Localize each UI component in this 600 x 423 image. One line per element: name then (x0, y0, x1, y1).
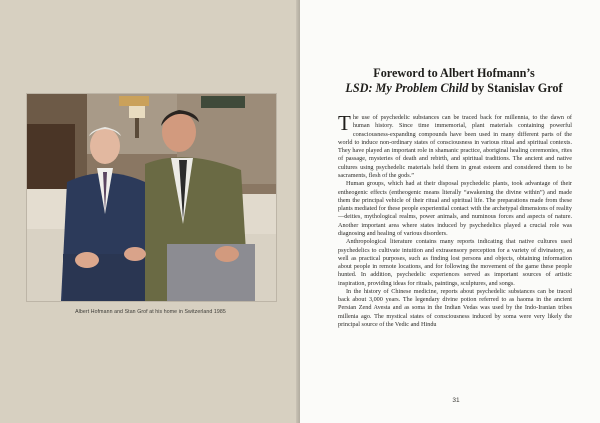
body-text (338, 111, 572, 329)
photo-illustration (27, 94, 276, 301)
paragraph-1 (338, 111, 572, 180)
title-line-1: Foreword to Albert Hofmann’s (373, 66, 535, 80)
photo-caption: Albert Hofmann and Stan Grof at his home in Switzerland 1985 (75, 309, 226, 315)
paragraph-4: In the history of Chinese medicine, reports about psychedelic substances can be traced back about 3,000 years. The legendary divine potion referred to as haoma in the ancient Persian Zend Avesta and as soma in the Indian Vedas was used by the Indo-Iranian tribes millenia ago. The mystical states of consciousness induced by soma were very likely the principal source of the Vedic and Hindu (338, 287, 572, 329)
chapter-title (336, 66, 572, 96)
paragraph-2: Human groups, which had at their disposal psychedelic plants, took advantage of their entheogenic effects (entheogenic means literally “awakening the divine within”) and made them the principal vehicle of their ritual and spiritual life. The preparations made from these plants mediated for these people experiential contact with the archetypal dimensions of reality—deities, mythological realms, power animals, and numinous forces and aspects of nature. Another important area where states induced by psychedelics played a crucial role was diagnosing and healing of various disorders. (338, 180, 572, 237)
drop-cap: T (338, 111, 351, 135)
author-byline: by Stanislav Grof (468, 81, 563, 95)
paragraph-3: Anthropological literature contains many reports indicating that native cultures used psychedelics to cultivate intuition and extrasensory perception for a variety of divinatory, as well as practical purposes, such as finding lost persons and objects, obtaining information about people in remote locations, and for following the movement of the game these people hunted. In addition, psychedelic experiences served as important sources of artistic inspiration, providing ideas for rituals, paintings, sculptures, and songs. (338, 238, 572, 287)
paragraph-1-text: he use of psychedelic substances can be traced back for millennia, to the dawn of human history. Since time immemorial, plant materials containing powerful consciousness-expanding compounds have been used in many different parts of the world to induce non-ordinary states of consciousness in various ritual and spiritual contexts. They have played an important role in shamanic practice, aboriginal healing ceremonies, rites of passage, mysteries of death and rebirth, and spiritual traditions. The ancient and native cultures using psychedelic materials held them in great esteem and considered them to be sacraments, flesh of the gods.” (338, 114, 572, 179)
page-number: 31 (452, 397, 460, 404)
title-line-2 (336, 81, 572, 96)
book-title: LSD: My Problem Child (345, 81, 469, 95)
photograph (26, 93, 277, 302)
